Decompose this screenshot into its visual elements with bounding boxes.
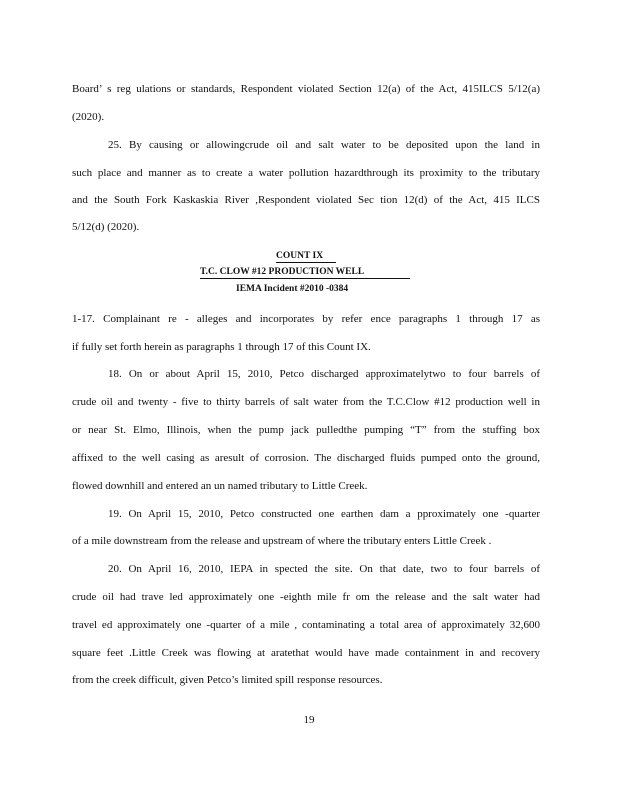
incident-heading: IEMA Incident #2010 -0384 xyxy=(236,284,349,294)
text-line: Board’ s reg ulations or standards, Respondent violated Section 12(a) of the Act, 415ILCS 5/12(a) xyxy=(72,83,540,95)
text-line: flowed downhill and entered an un named tributary to Little Creek. xyxy=(72,480,368,492)
text-line: affixed to the well casing as aresult of corrosion. The discharged fluids pumped onto the ground, xyxy=(72,452,540,464)
text-line: or near St. Elmo, Illinois, when the pump jack pulledthe pumping “T” from the stuffing box xyxy=(72,424,540,436)
text-line: 20. On April 16, 2010, IEPA in spected the site. On that date, two to four barrels of xyxy=(108,563,540,575)
heading-underline xyxy=(276,262,336,263)
text-line: from the creek difficult, given Petco’s limited spill response resources. xyxy=(72,674,383,686)
text-line: of a mile downstream from the release and upstream of where the tributary enters Little Creek . xyxy=(72,535,492,547)
text-line: such place and manner as to create a water pollution hazardthrough its proximity to the tributary xyxy=(72,167,540,179)
text-line: square feet .Little Creek was flowing at aratethat would have made containment in and recovery xyxy=(72,647,540,659)
text-line: if fully set forth herein as paragraphs 1 through 17 of this Count IX. xyxy=(72,341,371,353)
text-line: 19. On April 15, 2010, Petco constructed one earthen dam a pproximately one -quarter xyxy=(108,508,540,520)
page-number: 19 xyxy=(303,714,315,726)
count-subheading: T.C. CLOW #12 PRODUCTION WELL xyxy=(200,267,365,277)
text-line: crude oil and twenty - five to thirty barrels of salt water from the T.C.Clow #12 production well in xyxy=(72,396,540,408)
text-line: travel ed approximately one -quarter of a mile , contaminating a total area of approximately 32,600 xyxy=(72,619,540,631)
text-line: 5/12(d) (2020). xyxy=(72,221,140,233)
text-line: 25. By causing or allowingcrude oil and salt water to be deposited upon the land in xyxy=(108,139,540,151)
text-line: crude oil had trave led approximately one -eighth mile fr om the release and the salt water had xyxy=(72,591,540,603)
text-line: 1-17. Complainant re - alleges and incorporates by refer ence paragraphs 1 through 17 as xyxy=(72,313,540,325)
text-line: 18. On or about April 15, 2010, Petco discharged approximatelytwo to four barrels of xyxy=(108,368,540,380)
text-line: (2020). xyxy=(72,111,105,123)
count-heading: COUNT IX xyxy=(276,251,324,261)
heading-underline xyxy=(200,278,410,279)
text-line: and the South Fork Kaskaskia River ,Respondent violated Sec tion 12(d) of the Act, 415 ILCS xyxy=(72,194,540,206)
